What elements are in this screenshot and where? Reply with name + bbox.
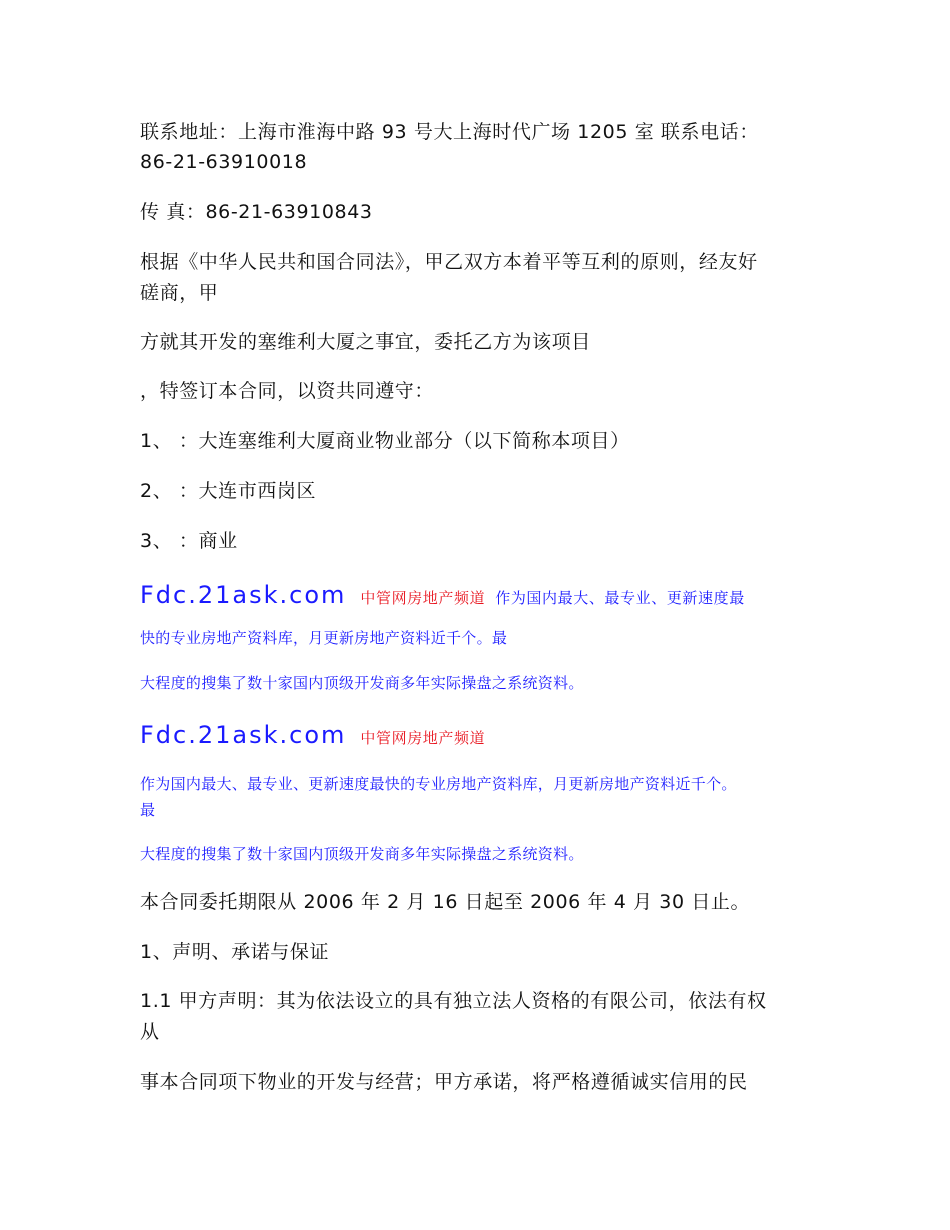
ad1-channel: 中管网房地产频道 [360, 589, 486, 607]
paragraph-3: ，特签订本合同，以资共同遵守： [140, 380, 435, 402]
paragraph-1b: 磋商，甲 [140, 282, 219, 304]
paragraph-1a: 根据《中华人民共和国合同法》，甲乙双方本着平等互利的原则，经友好 [140, 251, 758, 273]
section-1-heading: 1、声明、承诺与保证 [140, 941, 330, 963]
ad2-text-b: 最 [140, 801, 156, 819]
item-3: 3、 ：商业 [140, 530, 238, 552]
item-1: 1、 ：大连塞维利大厦商业物业部分（以下简称本项目） [140, 430, 630, 452]
ad1-text-b: 快的专业房地产资料库，月更新房地产资料近千个。最 [140, 629, 508, 647]
item-2: 2、 ：大连市西岗区 [140, 480, 317, 502]
address-line: 联系地址：上海市淮海中路 93 号大上海时代广场 1205 室 联系电话： [140, 121, 759, 143]
ad2-channel: 中管网房地产频道 [360, 729, 486, 747]
phone-line: 86-21-63910018 [140, 151, 308, 173]
ad2-text-c: 大程度的搜集了数十家国内顶级开发商多年实际操盘之系统资料。 [140, 845, 584, 863]
ad2-header [140, 718, 820, 755]
fax-line: 传 真：86-21-63910843 [140, 201, 373, 223]
ad1-header [140, 578, 820, 615]
ad2-text-a: 作为国内最大、最专业、更新速度最快的专业房地产资料库，月更新房地产资料近千个。 [140, 775, 737, 793]
ad2-url-link[interactable]: Fdc.21ask.com [140, 721, 347, 749]
contract-term: 本合同委托期限从 2006 年 2 月 16 日起至 2006 年 4 月 30 日止。 [140, 891, 751, 913]
clause-1-1c: 事本合同项下物业的开发与经营；甲方承诺，将严格遵循诚实信用的民 [140, 1071, 748, 1093]
clause-1-1a: 1.1 甲方声明：其为依法设立的具有独立法人资格的有限公司，依法有权 [140, 990, 767, 1012]
ad1-text-a: 作为国内最大、最专业、更新速度最 [495, 589, 745, 607]
ad1-url-link[interactable]: Fdc.21ask.com [140, 581, 347, 609]
clause-1-1b: 从 [140, 1021, 160, 1043]
ad1-text-c: 大程度的搜集了数十家国内顶级开发商多年实际操盘之系统资料。 [140, 674, 584, 692]
paragraph-2: 方就其开发的塞维利大厦之事宜，委托乙方为该项目 [140, 331, 591, 353]
